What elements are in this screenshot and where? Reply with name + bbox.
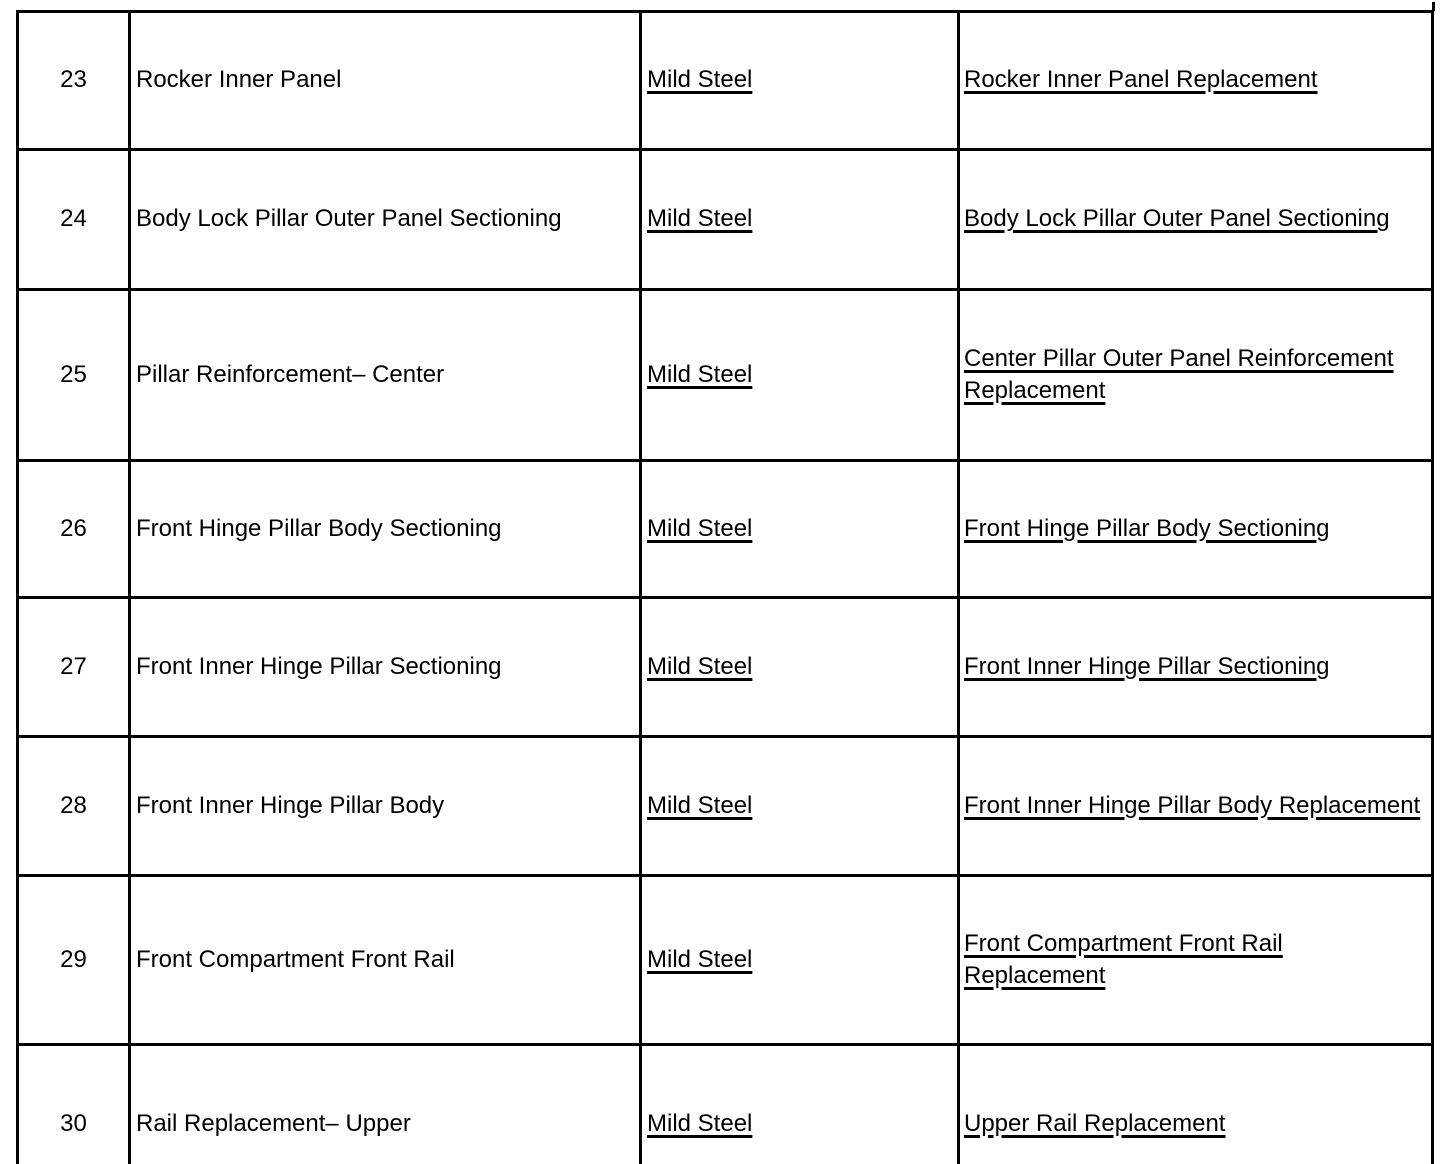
table-row [18, 598, 1433, 737]
table-row [18, 150, 1433, 290]
material-link[interactable]: Mild Steel [647, 205, 753, 233]
row-number: 28 [18, 737, 130, 876]
part-name-cell: Front Compartment Front Rail [130, 876, 641, 1045]
row-number: 26 [18, 461, 130, 598]
part-name-cell: Front Inner Hinge Pillar Body [130, 737, 641, 876]
procedure-link[interactable]: Upper Rail Replacement [964, 1110, 1226, 1138]
row-number: 27 [18, 598, 130, 737]
material-link[interactable]: Mild Steel [647, 66, 753, 94]
part-name-cell: Rail Replacement– Upper [130, 1045, 641, 1164]
row-number: 25 [18, 290, 130, 461]
material-link[interactable]: Mild Steel [647, 514, 753, 542]
procedure-link[interactable]: Front Compartment Front Rail Replacement [964, 929, 1283, 989]
procedure-link[interactable]: Front Inner Hinge Pillar Sectioning [964, 652, 1330, 680]
material-link[interactable]: Mild Steel [647, 1110, 753, 1138]
row-number: 24 [18, 150, 130, 290]
table-row [18, 461, 1433, 598]
procedure-link[interactable]: Center Pillar Outer Panel Reinforcement Replacement [964, 344, 1394, 404]
cut-row-border-stub [1432, 2, 1435, 11]
row-number: 23 [18, 12, 130, 150]
material-link[interactable]: Mild Steel [647, 945, 753, 973]
table-row [18, 12, 1433, 150]
table-row [18, 737, 1433, 876]
part-name-cell: Pillar Reinforcement– Center [130, 290, 641, 461]
row-number: 29 [18, 876, 130, 1045]
part-name-cell: Rocker Inner Panel [130, 12, 641, 150]
procedure-link[interactable]: Front Hinge Pillar Body Sectioning [964, 514, 1330, 542]
procedure-link[interactable]: Rocker Inner Panel Replacement [964, 66, 1318, 94]
material-link[interactable]: Mild Steel [647, 360, 753, 388]
part-name-cell: Body Lock Pillar Outer Panel Sectioning [130, 150, 641, 290]
procedure-link[interactable]: Front Inner Hinge Pillar Body Replacement [964, 791, 1421, 819]
material-link[interactable]: Mild Steel [647, 652, 753, 680]
table-row [18, 290, 1433, 461]
row-number: 30 [18, 1045, 130, 1164]
material-link[interactable]: Mild Steel [647, 791, 753, 819]
part-name-cell: Front Hinge Pillar Body Sectioning [130, 461, 641, 598]
table-row [18, 1045, 1433, 1164]
part-name-cell: Front Inner Hinge Pillar Sectioning [130, 598, 641, 737]
table-row [18, 876, 1433, 1045]
procedure-link[interactable]: Body Lock Pillar Outer Panel Sectioning [964, 205, 1390, 233]
procedures-table [16, 10, 1434, 1164]
